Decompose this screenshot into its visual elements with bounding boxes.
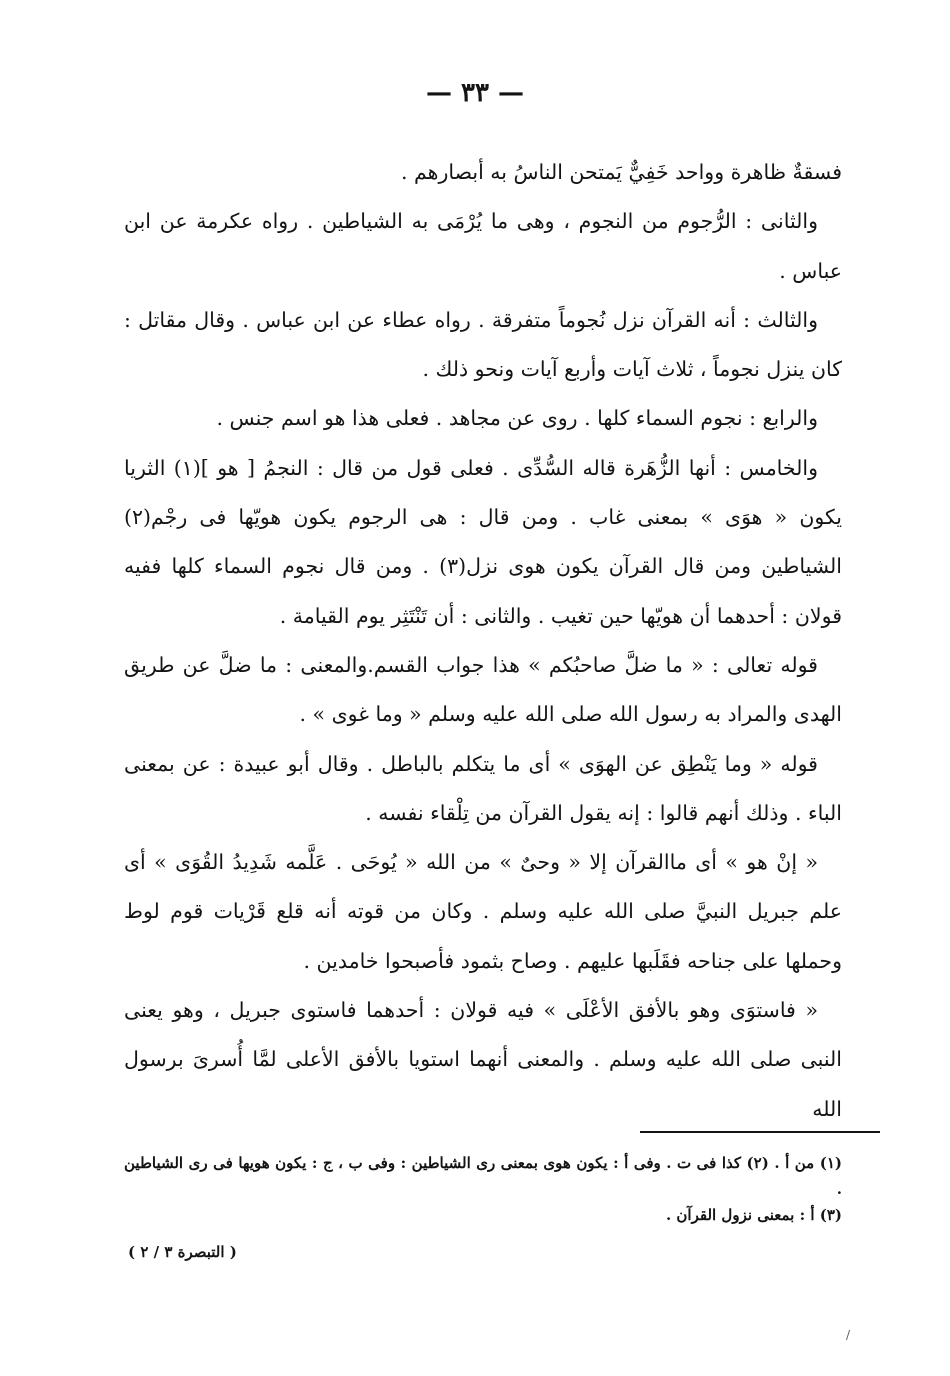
paragraph: قوله تعالى : « ما ضلَّ صاحبُكم » هذا جواب القسم.والمعنى : ما ضلَّ عن طريق الهدى والمراد به رسول الله صلى الله عليه وسلم « وما غوى » . [124, 652, 842, 727]
paragraph: « إنْ هو » أى ماالقرآن إلا « وحىٌ » من الله « يُوحَى . عَلَّمه شَدِيدُ القُوَى » أى علم جبريل النبيَّ صلى الله عليه وسلم . وكان من قوته أنه قلع قَرْيات قوم لوط وحملها على جناحه فقَلَبها عليهم . وصاح بثمود فأصبحوا خامدين . [124, 850, 842, 973]
footnote: (٣) أ : بمعنى نزول القرآن . [665, 1206, 842, 1224]
paragraph: فسقةٌ ظاهرة وواحد خَفِيٌّ يَمتحن الناسُ به أبصارهم . [400, 160, 842, 184]
footnote: (١) من أ . (٢) كذا فى ت . وفى أ : يكون هوى بمعنى رى الشياطين : وفى ب ، ج : يكون هويها فى رى الشياطين . [124, 1154, 842, 1198]
paragraph: قوله « وما يَنْطِق عن الهوَى » أى ما يتكلم بالباطل . وقال أبو عبيدة : عن بمعنى الباء . وذلك أنهم قالوا : إنه يقول القرآن من تِلْقاء نفسه . [124, 751, 842, 825]
paragraph: والثالث : أنه القرآن نزل نُجوماً متفرقة . رواه عطاء عن ابن عباس . وقال مقاتل : كان ينزل نجوماً ، ثلاث آيات وأربع آيات ونحو ذلك . [124, 307, 842, 382]
page-number: — ٣٣ — [425, 78, 525, 108]
paragraph: والرابع : نجوم السماء كلها . روى عن مجاهد . فعلى هذا هو اسم جنس . [216, 406, 818, 431]
main-text [124, 148, 842, 1134]
corner-mark: / [846, 1328, 851, 1342]
paragraph: والثانى : الرُّجوم من النجوم ، وهى ما يُرْمَى به الشياطين . رواه عكرمة عن ابن عباس . [124, 209, 842, 283]
footnote-divider [640, 1131, 880, 1133]
signature-mark: ( التبصرة ٣ / ٢ ) [128, 1243, 237, 1261]
footnotes [124, 1150, 842, 1228]
paragraph: « فاستوَى وهو بالأفق الأعْلَى » فيه قولان : أحدهما فاستوى جبريل ، وهو يعنى النبى صلى الله عليه وسلم . والمعنى أنهما استويا بالأفق الأعلى لمَّا أُسرىَ برسول الله [124, 998, 842, 1121]
paragraph: والخامس : أنها الزُّهَرة قاله السُّدِّى . فعلى قول من قال : النجمُ [ هو ](١) الثريا يكون « هوَى » بمعنى غاب . ومن قال : هى الرجوم يكون هويّها فى رجْم(٢) الشياطين ومن قال القرآن يكون هوى نزل(٣) . ومن قال نجوم السماء كلها ففيه قولان : أحدهما أن هويّها حين تغيب . والثانى : أن تَنْتَثِر يوم القيامة . [124, 455, 842, 628]
